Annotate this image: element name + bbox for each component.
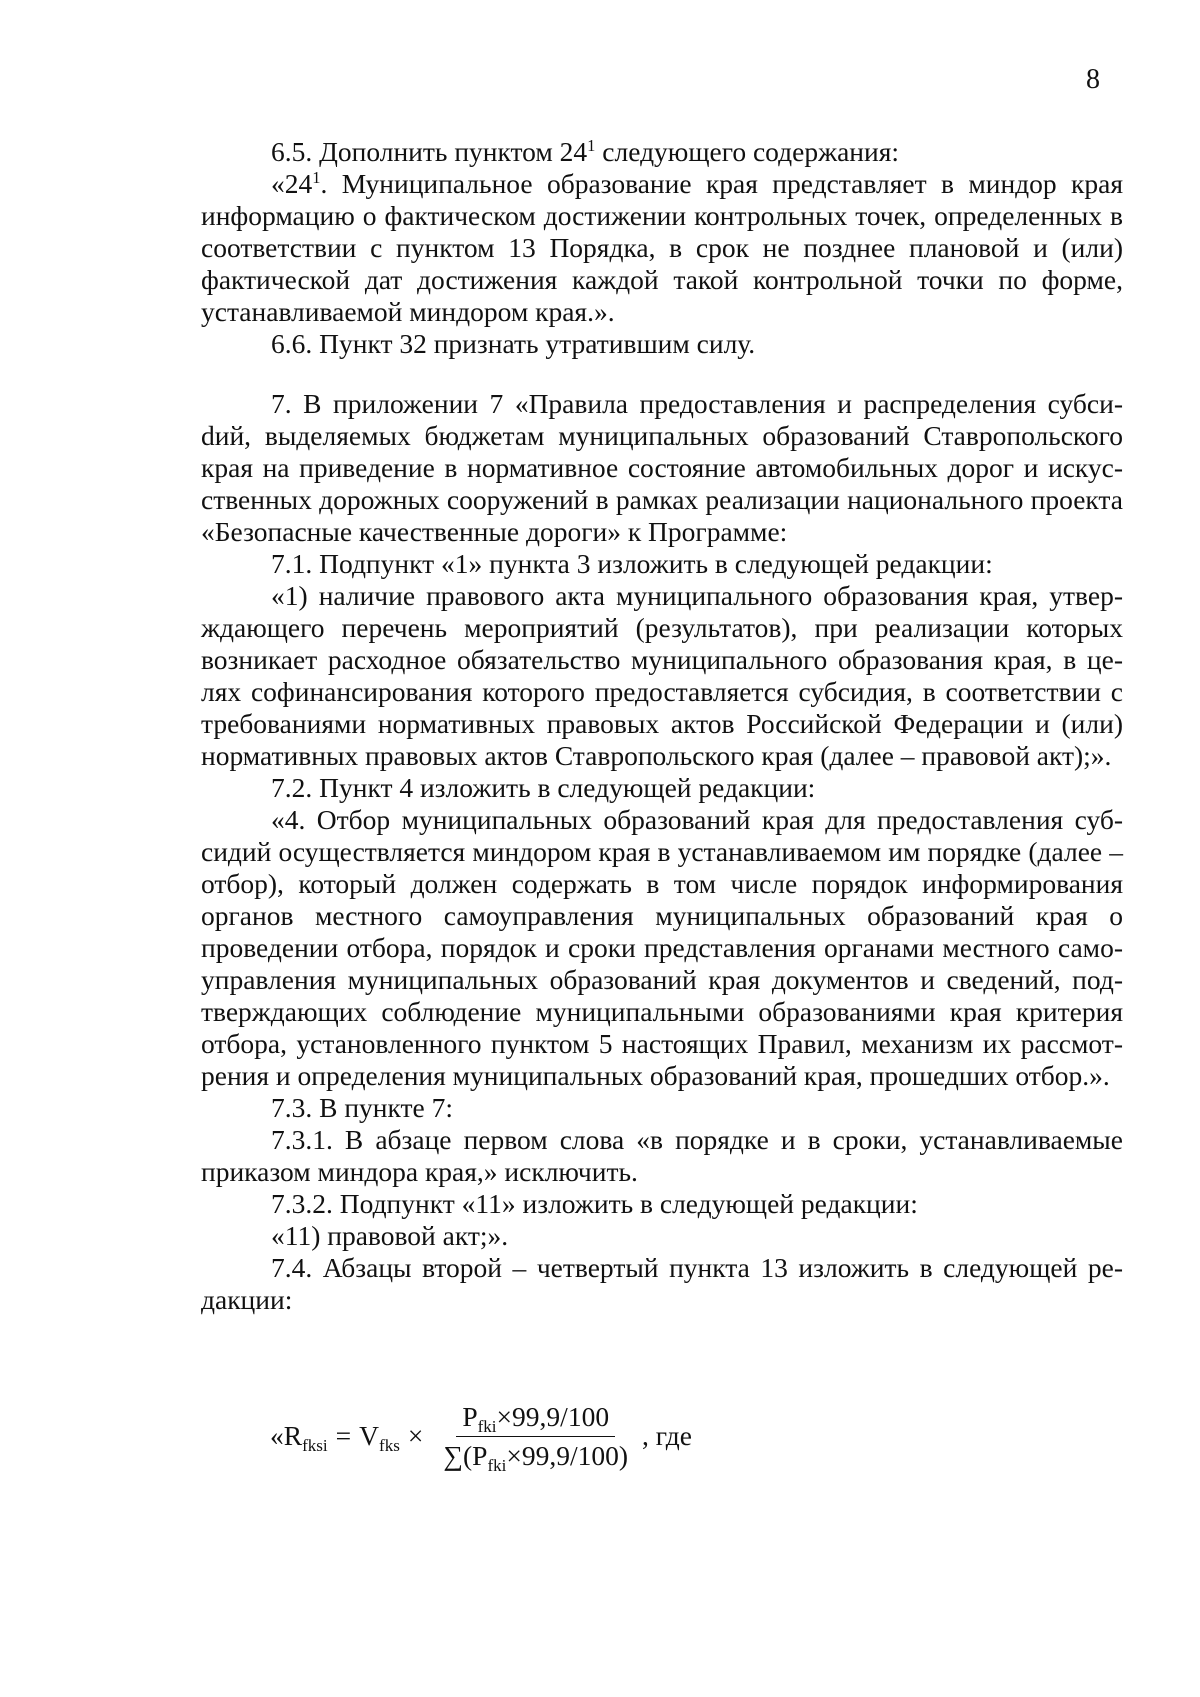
- paragraph-7-1: 7.1. Подпункт «1» пункта 3 изложить в следующей редакции:: [271, 548, 993, 579]
- formula-v: $V_{fks}$: [359, 1420, 400, 1455]
- formula-numerator: $P_{fki}\times 99,9/100$: [456, 1401, 615, 1437]
- paragraph-6-6: 6.6. Пункт 32 признать утратившим силу.: [271, 328, 756, 359]
- paragraph-gap: [201, 360, 1123, 388]
- formula-denominator: $\sum(P_{fki}\times 99,9/100)$: [443, 1439, 629, 1475]
- paragraph-7-3-1: 7.3.1. В абзаце первом слова «в порядке и в сроки, устанавливаемые приказом миндора края,» исключить.: [201, 1124, 1123, 1187]
- formula-r-fksi: [270, 1396, 692, 1476]
- paragraph-7: 7. В приложении 7 «Правила предоставления и распределения субсиdий, выделяемых бюджетам муниципальных образований Ставропольского края на приведение в нормативное состояние автомобильных дорог и искусственных дорожных сооружений в рамках реализации национального проекта «Безопасные качественные дороги» к Программе:: [201, 388, 1123, 547]
- formula-lhs: $R_{fksi}$: [283, 1420, 328, 1455]
- paragraph-7-2-text: «4. Отбор муниципальных образований края для предоставления субсидий осуществляется миндором края в устанавливаемом им порядке (далее – отбор), который должен содержать в том числе порядок информирования органов местного самоуправления муниципальных образований края о проведении отбора, порядок и сроки представления органами местного самоуправления муниципальных образований края документов и сведений, подтверждающих соблюдение муниципальными образованиями края критерия отбора, установленного пунктом 5 настоящих Правил, механизм их рассмотрения и определения муниципальных образований края, прошедших отбор.».: [201, 804, 1123, 1091]
- page-number: 8: [1086, 64, 1100, 95]
- paragraph-7-3-2: 7.3.2. Подпункт «11» изложить в следующей редакции:: [271, 1188, 918, 1219]
- paragraph-7-3-2-text: «11) правовой акт;».: [271, 1220, 509, 1251]
- document-body: [201, 136, 1123, 1316]
- paragraph-7-1-text: «1) наличие правового акта муниципального образования края, утверждающего перечень мероприятий (результатов), при реализации которых возникает расходное обязательство муниципального образования края, в целях софинансирования которого предоставляется субсидия, в соответствии с требованиями нормативных правовых актов Российской Федерации и (или) нормативных правовых актов Ставропольского края (далее – правовой акт);».: [201, 580, 1123, 771]
- paragraph-24-1-text: «$24^1$. Муниципальное образование края представляет в миндор края информацию о фактическом достижении контрольных точек, определенных в соответствии с пунктом 13 Порядка, в срок не позднее плановой и (или) фактической дат достижения каждой такой контрольной точки по форме, устанавливаемой миндором края.».: [201, 167, 1123, 327]
- formula-equals: =: [335, 1420, 352, 1451]
- formula-fraction: [439, 1400, 632, 1475]
- paragraph-7-2: 7.2. Пункт 4 изложить в следующей редакции:: [271, 772, 816, 803]
- formula-times: ×: [407, 1420, 424, 1451]
- formula-where: , где: [642, 1420, 692, 1451]
- paragraph-7-4: 7.4. Абзацы второй – четвертый пункта 13 изложить в следующей редакции:: [201, 1252, 1123, 1315]
- paragraph-6-5: 6.5. Дополнить пунктом $24^1$ следующего содержания:: [271, 135, 899, 167]
- paragraph-7-3: 7.3. В пункте 7:: [271, 1092, 454, 1123]
- formula-open-quote: «: [270, 1420, 284, 1451]
